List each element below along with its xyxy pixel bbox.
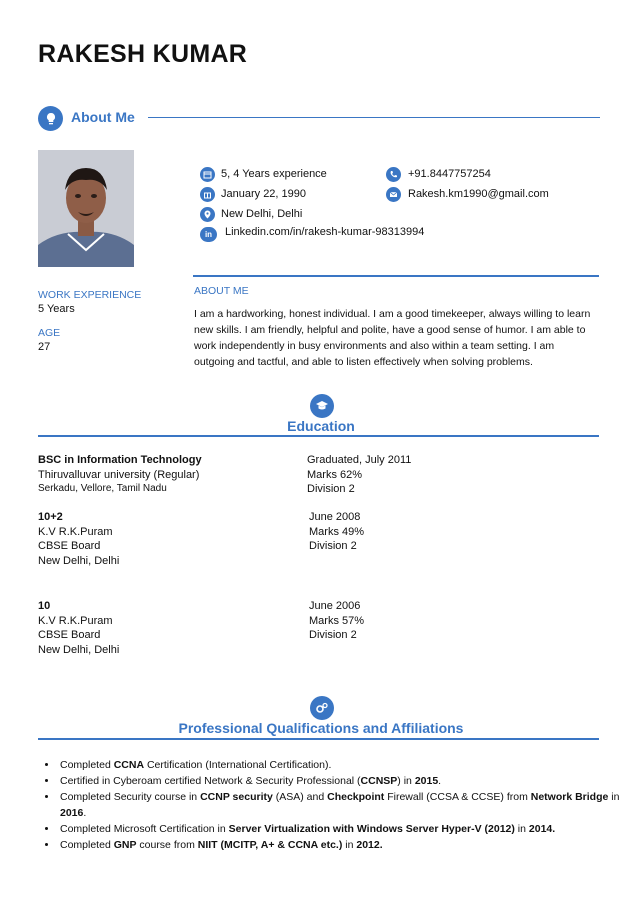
education-title: BSC in Information Technology <box>38 454 202 466</box>
list-item: • Completed Microsoft Certification in Server Virtualization with Windows Server Hyper-V (2012) in 2014. <box>58 821 623 837</box>
about-section-divider <box>193 275 599 277</box>
qualifications-list <box>38 757 623 853</box>
experience-text: 5, 4 Years experience <box>221 168 327 180</box>
list-item: • Completed GNP course from NIIT (MCITP, A+ & CCNA etc.) in 2012. <box>58 837 623 853</box>
education-institution: K.V R.K.Puram <box>38 614 113 627</box>
education-division: Division 2 <box>307 483 355 495</box>
education-institution: Thiruvalluvar university (Regular) <box>38 468 200 481</box>
lightbulb-icon <box>38 106 63 131</box>
location-pin-icon <box>200 207 215 222</box>
linkedin-link[interactable]: Linkedin.com/in/rakesh-kumar-98313994 <box>225 226 425 238</box>
profile-photo <box>38 150 134 267</box>
education-institution: K.V R.K.Puram <box>38 525 113 538</box>
education-division: Division 2 <box>309 540 357 552</box>
education-details <box>307 453 507 497</box>
email-link[interactable]: Rakesh.km1990@gmail.com <box>408 188 549 200</box>
location-text: New Delhi, Delhi <box>221 208 303 220</box>
education-entry <box>38 510 298 568</box>
age-label: AGE <box>38 327 61 339</box>
linkedin-icon: in <box>200 227 217 242</box>
envelope-icon <box>386 187 401 202</box>
education-title: 10+2 <box>38 511 63 523</box>
education-title: 10 <box>38 600 51 612</box>
education-marks: Marks 49% <box>309 525 365 538</box>
education-board: CBSE Board <box>38 540 101 552</box>
about-me-paragraph: I am a hardworking, honest individual. I am a good timekeeper, always willing to learn new skills. I am friendly, helpful and polite, have a good sense of humor. I am able to work independently in busy environments and also within a team setting. I am outgoing and tactful, and able to listen effectively when solving problems. <box>194 308 591 368</box>
list-item: • Certified in Cyberoam certified Network & Security Professional (CCNSP) in 2015. <box>58 773 623 789</box>
work-experience-label: WORK EXPERIENCE <box>38 289 142 301</box>
education-details <box>309 599 509 643</box>
education-marks: Marks 57% <box>309 614 365 627</box>
education-details <box>309 510 509 554</box>
education-entry <box>38 453 298 497</box>
about-me-heading: About Me <box>71 109 135 125</box>
qualifications-heading: Professional Qualifications and Affiliations <box>178 720 464 736</box>
work-experience-value: 5 Years <box>38 303 75 315</box>
gift-icon <box>200 187 215 202</box>
education-date: Graduated, July 2011 <box>307 454 412 466</box>
calendar-icon <box>200 167 215 182</box>
qualifications-divider <box>38 738 599 740</box>
education-location: New Delhi, Delhi <box>38 643 120 656</box>
about-divider <box>148 117 600 118</box>
education-marks: Marks 62% <box>307 468 363 481</box>
age-value: 27 <box>38 341 51 353</box>
education-location: Serkadu, Vellore, Tamil Nadu <box>38 483 167 494</box>
list-item: • Completed Security course in CCNP security (ASA) and Checkpoint Firewall (CCSA & CCSE) from Network Bridge in 2016. <box>58 789 623 821</box>
graduation-cap-icon <box>310 394 334 418</box>
gears-icon <box>310 696 334 720</box>
phone-icon <box>386 167 401 182</box>
education-entry <box>38 599 298 657</box>
dob-text: January 22, 1990 <box>221 188 307 200</box>
education-date: June 2006 <box>309 600 361 612</box>
education-heading: Education <box>287 418 355 434</box>
resume-name: RAKESH KUMAR <box>38 40 248 68</box>
education-location: New Delhi, Delhi <box>38 554 120 567</box>
about-me-label: ABOUT ME <box>194 285 249 297</box>
education-board: CBSE Board <box>38 629 101 641</box>
education-date: June 2008 <box>309 511 361 523</box>
education-divider <box>38 435 599 437</box>
phone-text: +91.8447757254 <box>408 168 491 180</box>
list-item: • Completed CCNA Certification (International Certification). <box>58 757 623 773</box>
education-division: Division 2 <box>309 629 357 641</box>
